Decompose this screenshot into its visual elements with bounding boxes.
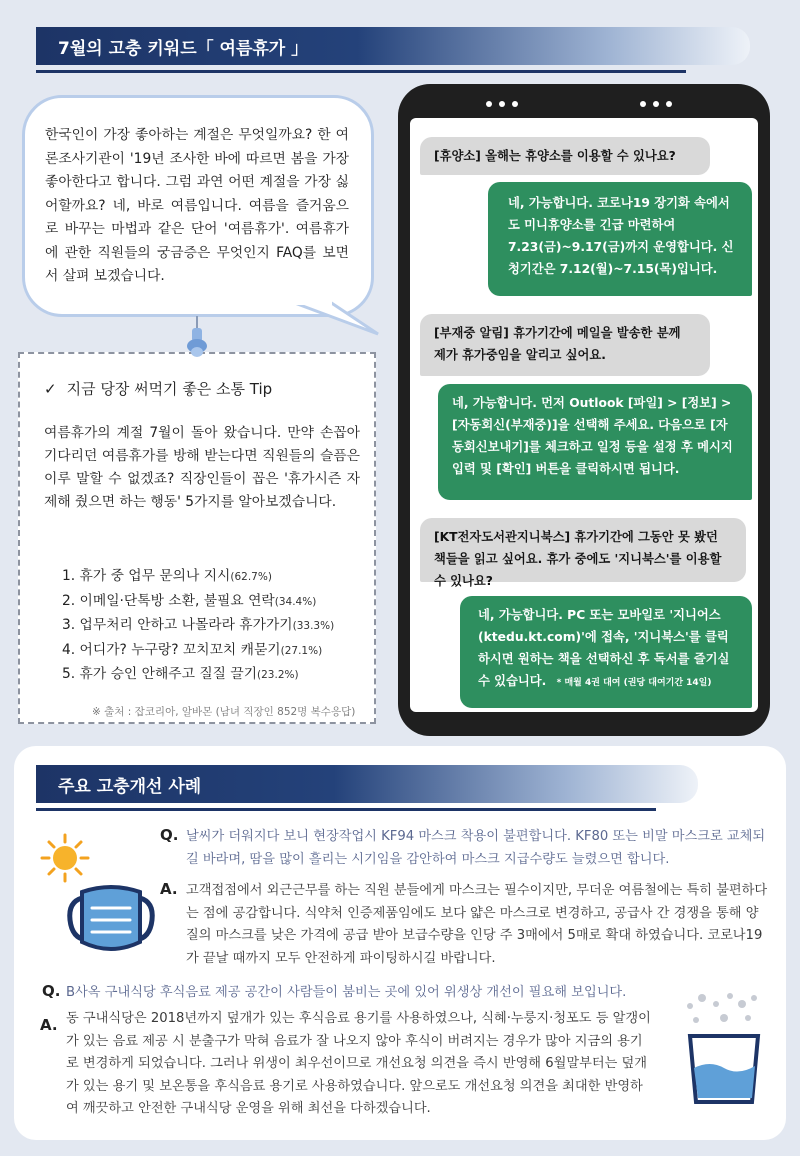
drink-cup-icon [676,990,772,1110]
chat-question-bubble: [부재중 알림] 휴가기간에 메일을 발송한 분께 제가 휴가중임을 알리고 싶어요. [420,314,710,376]
intro-text: 한국인이 가장 좋아하는 계절은 무엇일까요? 한 여론조사기관이 '19년 조사한 바에 따르면 봄을 가장 좋아한다고 합니다. 그럼 과연 어떤 계절을 가장 싫어할까요? 네, 바로 여름입니다. 여름을 즐거움으로 바꾸는 마법과 같은 단어 '여름휴가'. 여름휴가에 관한 직원들의 궁금증은 무엇인지 FAQ를 보면서 살펴 보겠습니다. [45,127,349,284]
pushpin-icon [186,316,208,364]
check-icon: ✓ [44,380,57,398]
answer-label: A. [160,880,178,898]
section-title: 7월의 고충 키워드「 여름휴가 」 [58,38,309,59]
list-item: 3. 업무처리 안하고 나몰라라 휴가가기(33.3%) [62,617,335,633]
section-header-keyword [36,27,750,65]
sun-icon [40,833,90,883]
answer-text: 고객접점에서 외근근무를 하는 직원 분들에게 마스크는 필수이지만, 무더운 여름철에는 특히 불편하다는 점에 공감합니다. 식약처 인증제품임에도 보다 얇은 마스크로 변경하고, 공급사 간 경쟁을 통해 양질의 마스크를 낮은 가격에 공급 받아 보급수량을 인당 주 3매에서 5매로 확대 하였습니다. 코로나19가 끝날 때까지 모두 안전하게 파이팅하시길 바랍니다. [186,883,768,966]
source-note: ※ 출처 : 잡코리아, 알바몬 (남녀 직장인 852명 복수응답) [92,706,356,718]
answer-label: A. [40,1016,58,1034]
question-label: Q. [42,982,61,1000]
chat-answer-bubble: 네, 가능합니다. PC 또는 모바일로 '지니어스(ktedu.kt.com)'에 접속, '지니북스'를 클릭하시면 원하는 책을 선택하신 후 독서를 즐기실 수 있습니다. * 매월 4권 대여 (권당 대여기간 14일) [460,596,752,708]
tip-list [62,565,334,688]
chat-answer-bubble: 네, 가능합니다. 먼저 Outlook [파일] > [정보] > [자동회신(부재중)]을 선택해 주세요. 다음으로 [자동회신보내기]를 체크하고 일정 등을 설정 후 메시지 입력 및 [확인] 버튼을 클릭하시면 됩니다. [438,384,752,500]
section-header-cases [36,765,698,803]
intro-bubble [22,95,374,317]
bubble-tail [290,300,380,340]
list-item: 4. 어디가? 누구랑? 꼬치꼬치 캐묻기(27.1%) [62,641,323,658]
question-label: Q. [160,826,179,844]
answer-text: 동 구내식당은 2018년까지 덮개가 있는 후식음료 용기를 사용하였으나, 식혜·누룽지·청포도 등 알갱이가 있는 음료 제공 시 분출구가 막혀 음료가 잘 나오지 않아 후식이 버려지는 경우가 많아 지금의 용기로 변경하게 되었습니다. 그러나 위생이 최우선이므로 개선요청 의견을 즉시 반영해 6월말부터는 덮개가 있는 용기 및 보온통을 후식음료 용기로 사용하였습니다. 앞으로도 개선요청 의견을 최대한 반영하여 깨끗하고 안전한 구내식당 운영을 위해 최선을 다하겠습니다. [66,1011,651,1116]
list-item: 5. 휴가 승인 안해주고 질질 끌기(23.2%) [62,666,299,682]
tip-title: ✓ 지금 당장 써먹기 좋은 소통 Tip [44,380,273,398]
tip-body: 여름휴가의 계절 7월이 돌아 왔습니다. 만약 손꼽아 기다리던 여름휴가를 방해 받는다면 직원들의 슬픔은 이루 말할 수 없겠죠? 직장인들이 꼽은 '휴가시즌 자제해 줬으면 하는 행동' 5가지를 알아보겠습니다. [44,425,360,510]
list-item: 2. 이메일·단톡방 소환, 불필요 연락(34.4%) [62,592,317,609]
chat-question-bubble: [KT전자도서관지니북스] 휴가기간에 그동안 못 봤던 책들을 읽고 싶어요. 휴가 중에도 '지니북스'를 이용할 수 있나요? [420,518,746,582]
header-underline [36,808,656,811]
chat-answer-bubble: 네, 가능합니다. 코로나19 장기화 속에서도 미니휴양소를 긴급 마련하여 7.23(금)~9.17(금)까지 운영합니다. 신청기간은 7.12(월)~7.15(목)입니다. [488,182,752,296]
question-text: B사옥 구내식당 후식음료 제공 공간이 사람들이 붐비는 곳에 있어 위생상 개선이 필요해 보입니다. [66,985,627,1000]
phone-speaker-dots [486,101,518,107]
question-text: 날씨가 더워지다 보니 현장작업시 KF94 마스크 착용이 불편합니다. KF80 또는 비말 마스크로 교체되길 바라며, 땀을 많이 흘리는 시기임을 감안하여 마스크 지급수량도 늘렸으면 합니다. [186,829,766,867]
phone-speaker-dots [640,101,672,107]
mask-icon [64,880,158,958]
section-title: 주요 고충개선 사례 [58,776,202,797]
header-underline [36,70,686,73]
chat-question-bubble: [휴양소] 올해는 휴양소를 이용할 수 있나요? [420,137,710,175]
list-item: 1. 휴가 중 업무 문의나 지시(62.7%) [62,568,272,584]
